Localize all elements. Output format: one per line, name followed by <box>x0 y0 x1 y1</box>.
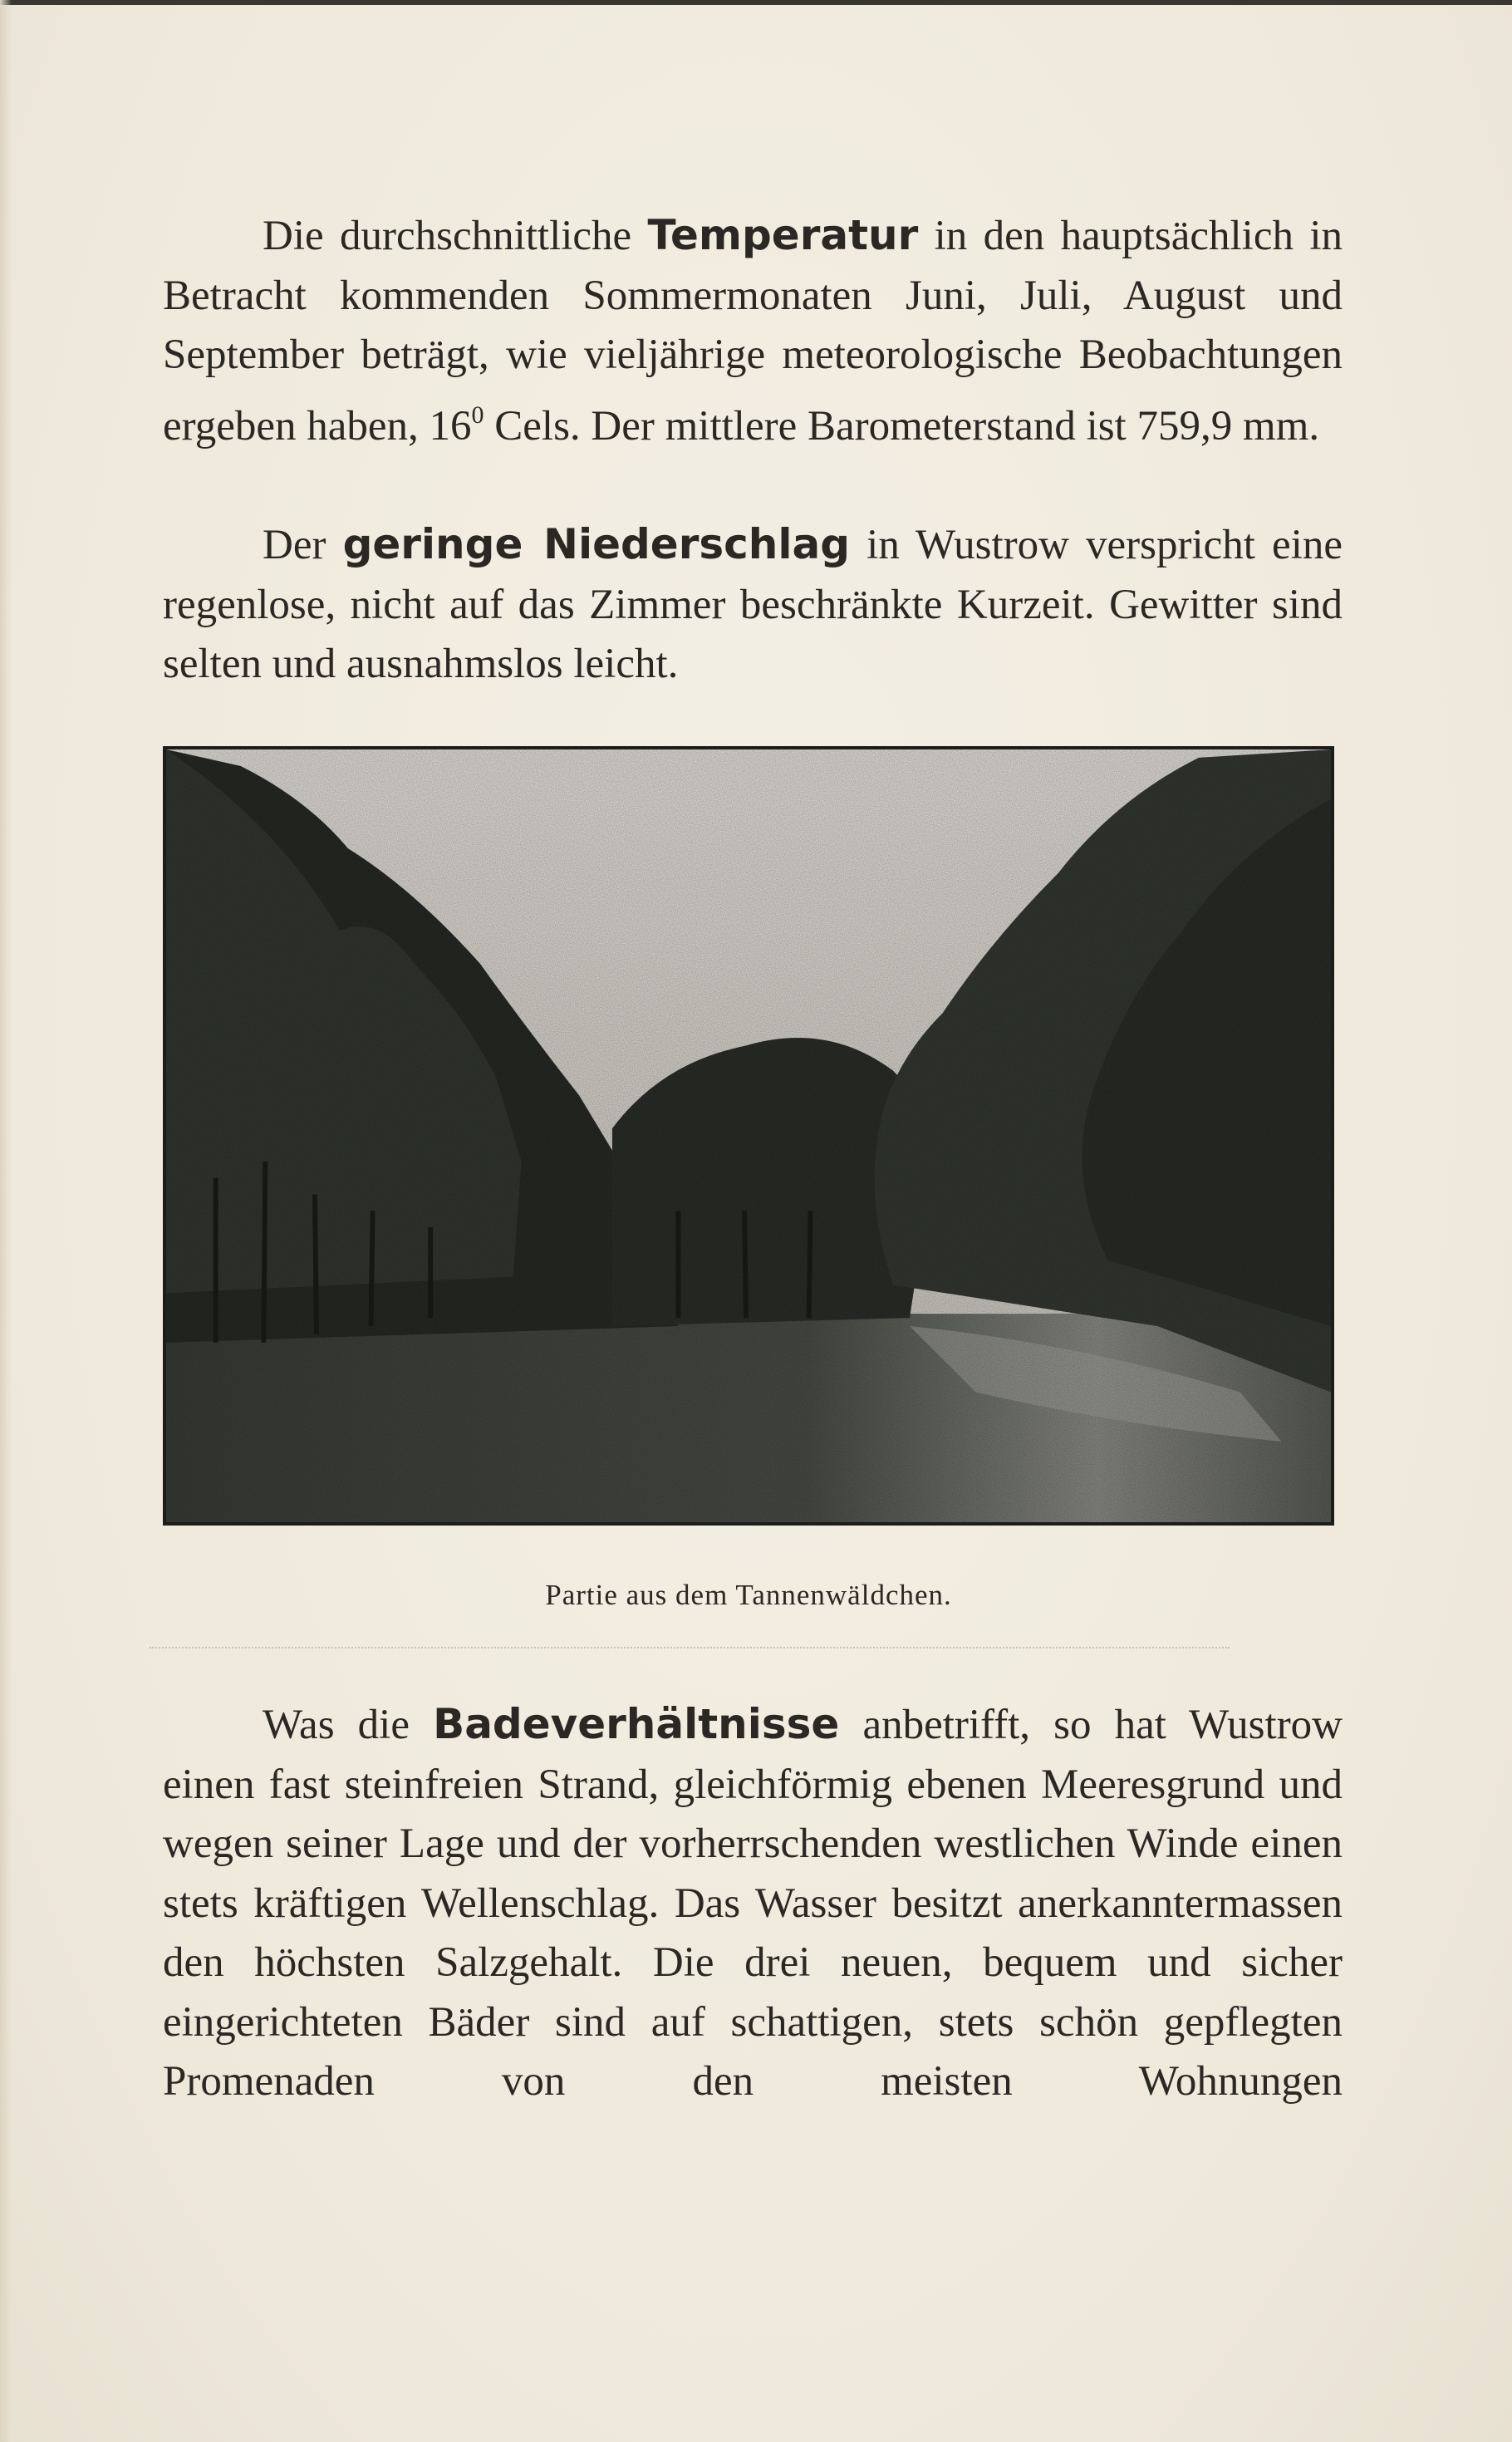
paragraph-body-text: in Wustrow verspricht eine regenlose, nicht auf das Zimmer beschränkte Kurzeit. Gewitter sind selten und ausnahmslos leicht. <box>163 522 1343 687</box>
paragraph-tail-text: Cels. Der mittlere Barometerstand ist 759,9 mm. <box>484 402 1320 450</box>
figure-caption: Partie aus dem Tannenwäldchen. <box>545 1579 952 1611</box>
paragraph-lead-text: Die durchschnittliche <box>263 213 648 259</box>
paragraph-lead-text: Der <box>263 522 343 568</box>
degree-superscript: 0 <box>471 400 484 429</box>
paragraph-body-text: in den hauptsächlich in Betracht kommenden Sommermonaten Juni, Juli, August und September beträgt, wie vieljährige meteorologische Beobachtungen ergeben haben, 16 <box>163 213 1343 450</box>
paragraph-text <box>163 1695 1343 2112</box>
page-binding-edge <box>0 0 12 2442</box>
precipitation-paragraph <box>163 515 1343 695</box>
keyword-temperatur: Temperatur <box>647 211 919 259</box>
paragraph-text <box>163 206 1343 456</box>
keyword-niederschlag: geringe Niederschlag <box>342 520 851 568</box>
separator-rule <box>150 1647 1230 1648</box>
page-top-edge <box>0 0 1512 5</box>
forest-photograph <box>163 746 1334 1526</box>
keyword-badeverhaeltnisse: Badeverhältnisse <box>433 1700 840 1748</box>
paragraph-body-text: anbetrifft, so hat Wustrow einen fast steinfreien Strand, gleichförmig ebenen Meeresgrund und wegen seiner Lage und der vorherrschenden westlichen Winde einen stets kräftigen Wellenschlag. Das Wasser besitzt anerkanntermassen den höchsten Salzgehalt. Die drei neuen, bequem und sicher eingerichteten Bäder sind auf schattigen, stets schön gepflegten Promenaden von den meisten Wohnungen <box>163 1702 1343 2105</box>
paragraph-lead-text: Was die <box>263 1702 434 1748</box>
forest-photo-image <box>166 749 1331 1522</box>
bathing-paragraph <box>163 1695 1343 2112</box>
paragraph-text <box>163 515 1343 695</box>
temperature-paragraph <box>163 206 1343 456</box>
